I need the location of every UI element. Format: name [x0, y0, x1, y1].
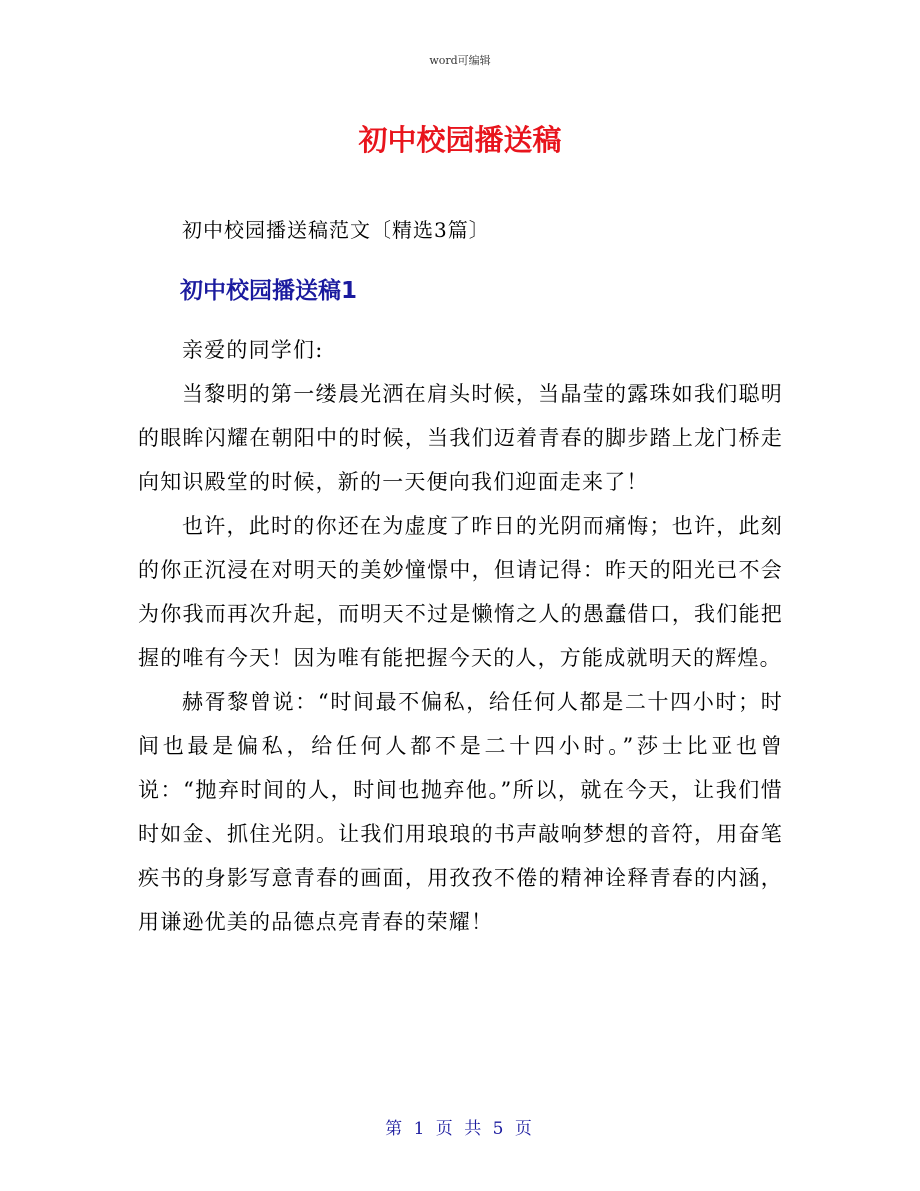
paragraph: 当黎明的第一缕晨光洒在肩头时候，当晶莹的露珠如我们聪明的眼眸闪耀在朝阳中的时候，当我们迈着青春的脚步踏上龙门桥走向知识殿堂的时候，新的一天便向我们迎面走来了！: [138, 382, 783, 494]
document-title: 初中校园播送稿: [358, 123, 562, 157]
document-body: [138, 328, 783, 944]
footer-suffix: 页: [514, 1119, 535, 1139]
page-footer: [0, 1114, 920, 1139]
footer-total-word: 共: [464, 1119, 485, 1139]
paragraph: 赫胥黎曾说：“时间最不偏私，给任何人都是二十四小时；时间也最是偏私，给任何人都不是二十四小时。”莎士比亚也曾说：“抛弃时间的人，时间也抛弃他。”所以，就在今天，让我们惜时如金、抓住光阴。让我们用琅琅的书声敲响梦想的音符，用奋笔疾书的身影写意青春的画面，用孜孜不倦的精神诠释青春的内涵，用谦逊优美的品德点亮青春的荣耀！: [138, 690, 783, 934]
footer-page-word: 页: [435, 1119, 456, 1139]
header-note: word可编辑: [429, 54, 491, 67]
document-subtitle: 初中校园播送稿范文〔精选3篇〕: [182, 218, 490, 242]
footer-current-page: 1: [413, 1119, 428, 1139]
paragraph-greeting: 亲爱的同学们:: [182, 338, 324, 362]
section-title: 初中校园播送稿1: [180, 278, 358, 304]
paragraph: 也许，此时的你还在为虚度了昨日的光阴而痛悔；也许，此刻的你正沉浸在对明天的美妙憧憬中，但请记得：昨天的阳光已不会为你我而再次升起，而明天不过是懒惰之人的愚蠢借口，我们能把握的唯有今天！因为唯有能把握今天的人，方能成就明天的辉煌。: [138, 514, 783, 670]
footer-total-pages: 5: [492, 1119, 507, 1139]
footer-prefix: 第: [385, 1119, 406, 1139]
